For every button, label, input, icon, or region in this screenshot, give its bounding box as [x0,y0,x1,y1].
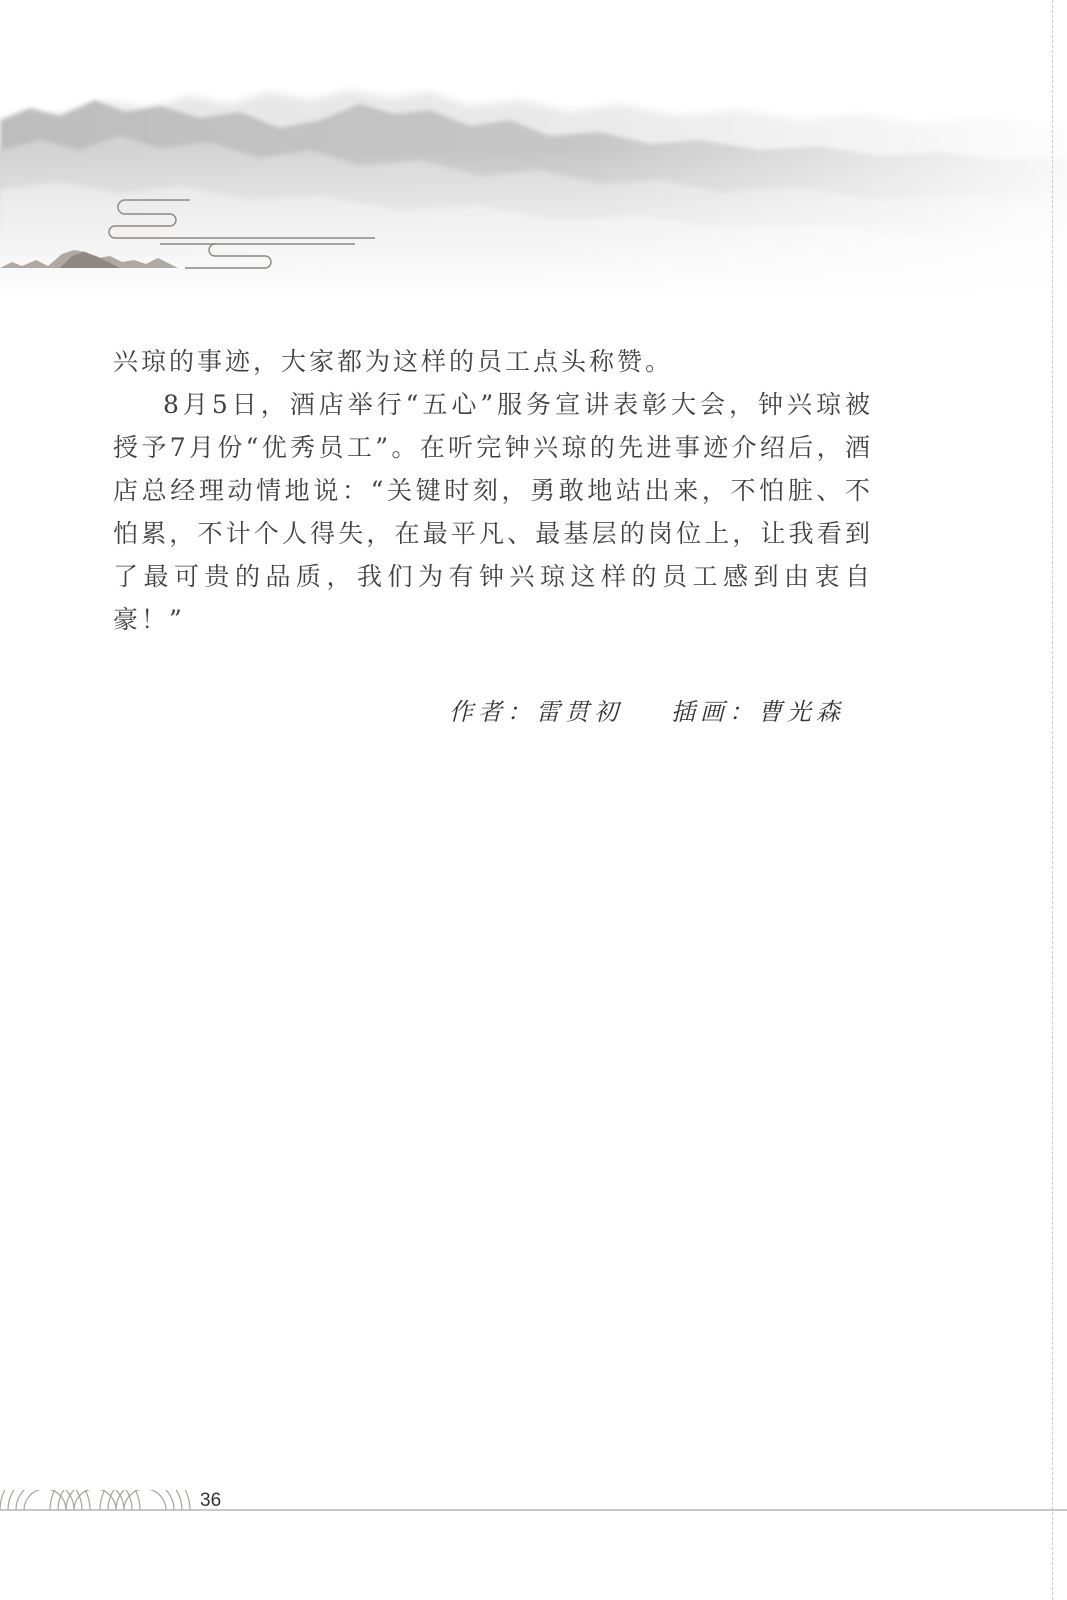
paragraph-award-ceremony: 8月5日，酒店举行“五心”服务宣讲表彰大会，钟兴琼被授予7月份“优秀员工”。在听完钟兴琼的先进事迹介绍后，酒店总经理动情地说：“关键时刻，勇敢地站出来，不怕脏、不怕累，不计个人得失，在最平凡、最基层的岗位上，让我看到了最可贵的品质，我们为有钟兴琼这样的员工感到由衷自豪！” [113,390,873,634]
credits-line [449,692,845,727]
footer-wave-ornament [0,1490,1067,1530]
author-credit: 作者：雷贯初 [449,698,623,726]
page-number: 36 [200,1490,222,1511]
paragraph-continuation: 兴琼的事迹，大家都为这样的员工点头称赞。 [113,347,674,376]
mountain-landscape-header [0,0,1067,300]
article-body [113,340,873,641]
illustrator-credit: 插画：曹光森 [671,698,845,726]
page-edge-dashed-line [1052,0,1053,1600]
